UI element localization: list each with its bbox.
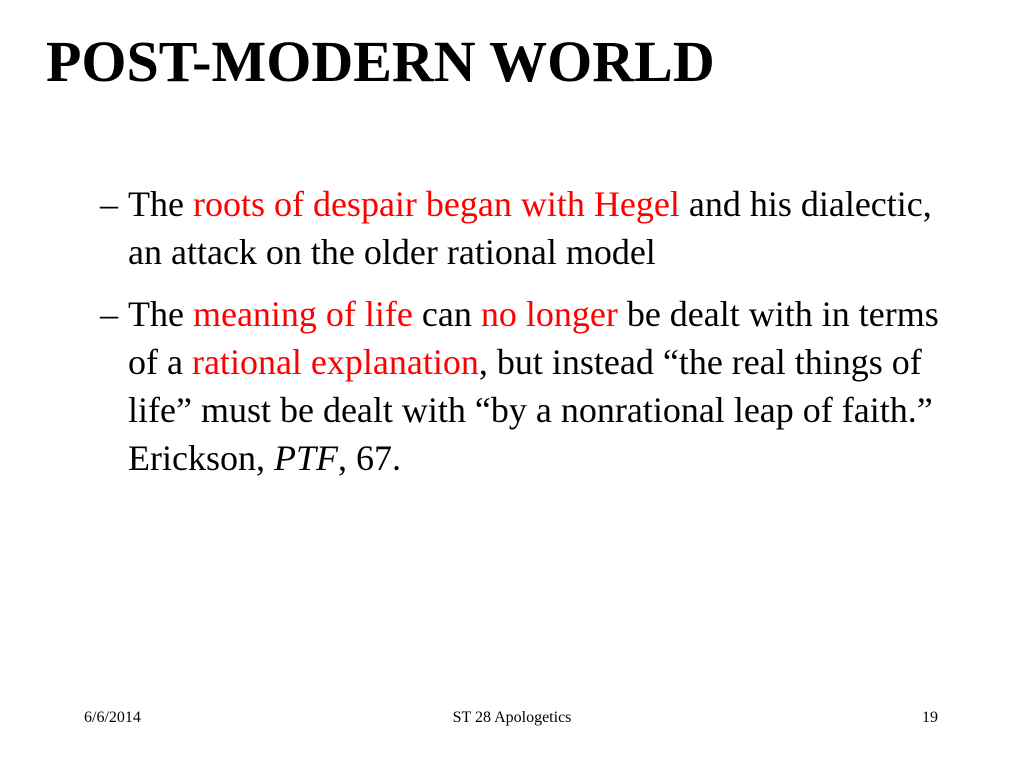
- slide-number: 19: [922, 709, 938, 726]
- emphasis-text: roots of despair began with Hegel: [192, 184, 680, 224]
- bullet-dash: –: [100, 294, 118, 334]
- footer-course: ST 28 Apologetics: [452, 709, 572, 726]
- bullet-item: [100, 290, 960, 482]
- text-segment: , 67.: [337, 438, 401, 478]
- bullet-text: [128, 184, 932, 272]
- text-segment: , but instead “the real things of life” must be dealt with “by a nonrational leap of faith.” Erickson,: [128, 342, 933, 478]
- text-segment: The: [128, 294, 193, 334]
- bullet-list: [100, 180, 960, 496]
- emphasis-text: rational explanation: [191, 342, 479, 382]
- emphasis-text: meaning of life: [192, 294, 413, 334]
- emphasis-text: no longer: [480, 294, 618, 334]
- text-segment: The: [128, 184, 193, 224]
- bullet-text: [128, 294, 939, 478]
- text-segment: can: [412, 294, 481, 334]
- text-segment: be dealt with in terms of a: [128, 294, 939, 382]
- slide-title: POST-MODERN WORLD: [46, 29, 715, 94]
- bullet-item: [100, 180, 960, 276]
- citation-title: PTF: [273, 438, 338, 478]
- bullet-dash: –: [100, 184, 118, 224]
- footer-date: 6/6/2014: [84, 709, 141, 726]
- text-segment: and his dialectic, an attack on the older rational model: [128, 184, 932, 272]
